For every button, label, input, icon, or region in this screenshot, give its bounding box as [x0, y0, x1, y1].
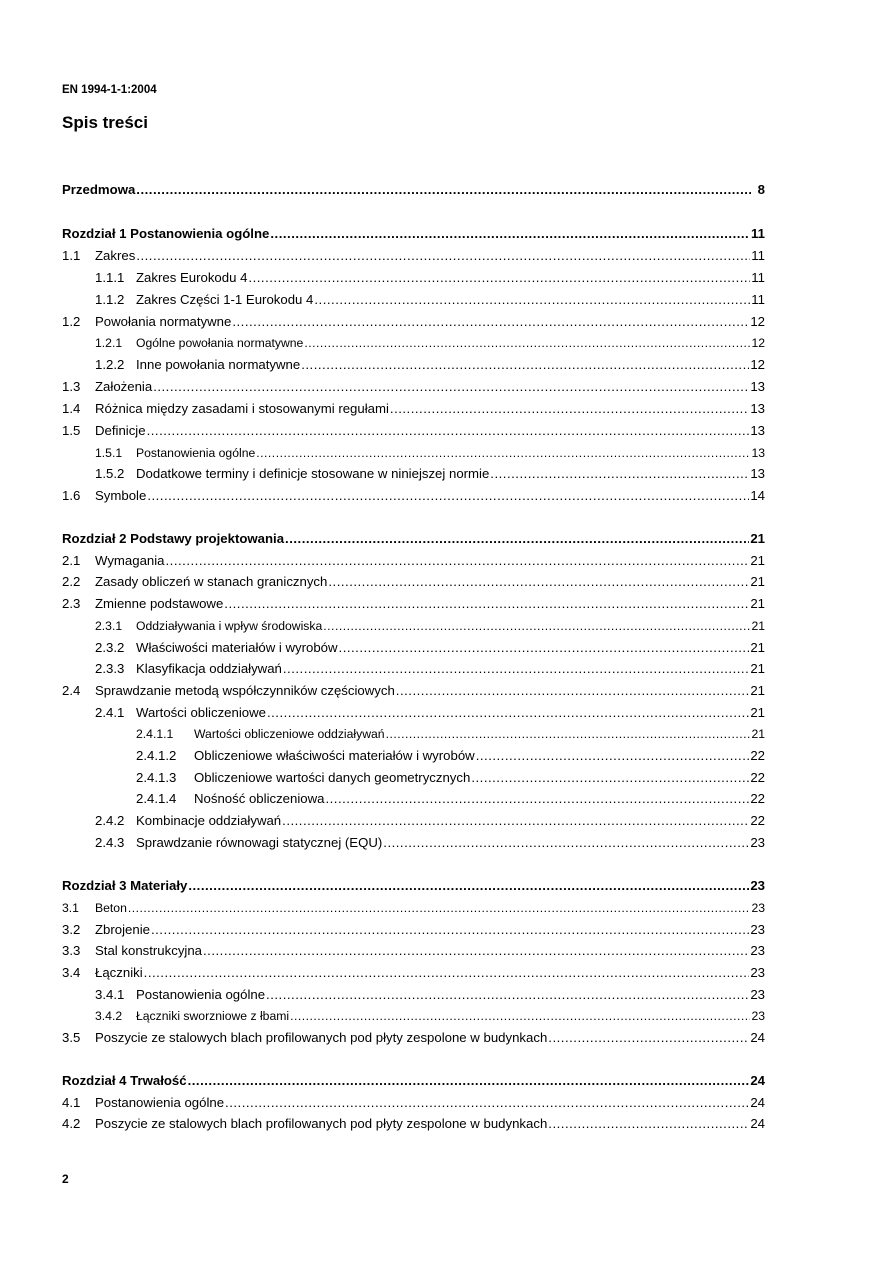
toc-entry-page: 21 [750, 705, 765, 720]
toc-entry[interactable] [62, 441, 765, 461]
toc-entry-title: Stal konstrukcyjna [95, 943, 203, 958]
toc-entry-number: 1.2.2 [95, 357, 125, 372]
toc-entry-page: 21 [750, 531, 765, 546]
toc-entry-page: 11 [751, 270, 765, 285]
toc-entry-number: 2.3.1 [95, 619, 123, 633]
toc-entry-title: Łączniki [95, 965, 143, 980]
toc-entry-title: Zakres [95, 248, 136, 263]
toc-entry-number: 1.2 [62, 314, 81, 329]
toc-entry-title: Obliczeniowe wartości danych geometrycznych [194, 770, 471, 785]
toc-entry[interactable] [62, 266, 765, 286]
toc-entry-number: 2.4.2 [95, 813, 125, 828]
toc-entry-title: Klasyfikacja oddziaływań [136, 661, 282, 676]
toc-entry-number: 1.6 [62, 488, 81, 503]
toc-entry-title: Kombinacje oddziaływań [136, 813, 282, 828]
dot-leader [166, 553, 750, 569]
dot-leader [301, 357, 749, 373]
toc-entry[interactable] [62, 766, 765, 786]
dot-leader [383, 835, 749, 851]
toc-entry-page: 13 [750, 379, 765, 394]
toc-entry-title: Definicje [95, 423, 146, 438]
toc-entry-page: 23 [750, 878, 765, 893]
toc-entry-title: Wartości obliczeniowe oddziaływań [194, 727, 385, 741]
dot-leader [323, 618, 750, 634]
document-code: EN 1994-1-1:2004 [62, 84, 157, 96]
dot-leader [390, 401, 749, 417]
dot-leader [256, 445, 750, 461]
toc-entry-page: 21 [750, 596, 765, 611]
toc-entry-number: 1.4 [62, 401, 81, 416]
dot-leader [188, 1073, 750, 1089]
toc-entry[interactable] [62, 614, 765, 634]
toc-entry-page: 24 [750, 1073, 765, 1088]
toc-entry-title: Sprawdzanie metodą współczynników częściowych [95, 683, 395, 698]
toc-entry-page: 12 [750, 314, 765, 329]
toc-entry-number: 1.5 [62, 423, 81, 438]
dot-leader [304, 335, 750, 351]
toc-entry[interactable] [62, 1112, 765, 1132]
dot-leader [153, 379, 749, 395]
dot-leader [548, 1116, 749, 1132]
toc-entry-page: 23 [750, 965, 765, 980]
toc-entry-page: 13 [750, 423, 765, 438]
toc-entry-page: 12 [751, 336, 765, 350]
toc-entry-title: Przedmowa [62, 182, 136, 197]
dot-leader [136, 248, 750, 264]
toc-entry-number: 2.4.1.3 [136, 770, 177, 785]
toc-entry-number: 2.4.1.4 [136, 791, 177, 806]
toc-entry-title: Powołania normatywne [95, 314, 232, 329]
toc-entry[interactable] [62, 831, 765, 851]
toc-entry-title: Założenia [95, 379, 153, 394]
toc-entry-title: Beton [95, 901, 127, 915]
toc-entry-page: 23 [751, 901, 765, 915]
toc-entry-number: 3.1 [62, 901, 79, 915]
toc-entry-title: Łączniki sworzniowe z łbami [136, 1009, 290, 1023]
toc-entry-title: Inne powołania normatywne [136, 357, 301, 372]
dot-leader [128, 900, 751, 916]
toc-entry-title: Nośność obliczeniowa [194, 791, 325, 806]
toc-entry-page: 21 [750, 640, 765, 655]
toc-entry-title: Postanowienia ogólne [136, 446, 256, 460]
toc-entry-title: Zmienne podstawowe [95, 596, 224, 611]
toc-entry-title: Oddziaływania i wpływ środowiska [136, 619, 323, 633]
toc-entry-title: Postanowienia ogólne [95, 1095, 225, 1110]
toc-entry[interactable] [62, 636, 765, 656]
toc-entry-page: 23 [750, 987, 765, 1002]
dot-leader [266, 987, 749, 1003]
dot-leader [290, 1008, 750, 1024]
toc-entry-page: 21 [750, 574, 765, 589]
toc-entry-title: Zasady obliczeń w stanach granicznych [95, 574, 328, 589]
page-number: 2 [62, 1172, 69, 1186]
toc-chapter[interactable] [62, 222, 765, 242]
page-title: Spis treści [62, 113, 148, 132]
toc-entry-number: 3.2 [62, 922, 81, 937]
table-of-contents [62, 0, 765, 1263]
toc-entry-number: 2.4.3 [95, 835, 125, 850]
toc-entry-number: 1.1.2 [95, 292, 125, 307]
toc-entry-number: 2.3.2 [95, 640, 125, 655]
toc-entry-number: 2.1 [62, 553, 81, 568]
dot-leader [225, 1095, 749, 1111]
toc-entry[interactable] [62, 484, 765, 504]
toc-entry-page: 22 [750, 813, 765, 828]
toc-entry-number: 3.4 [62, 965, 81, 980]
toc-entry[interactable] [62, 462, 765, 482]
toc-entry-number: 2.4.1.2 [136, 748, 177, 763]
toc-entry-page: 24 [750, 1095, 765, 1110]
dot-leader [386, 726, 751, 742]
toc-entry-page: 13 [750, 401, 765, 416]
toc-entry-title: Postanowienia ogólne [136, 987, 266, 1002]
toc-entry-number: 2.3.3 [95, 661, 125, 676]
toc-entry-title: Wymagania [95, 553, 165, 568]
dot-leader [224, 596, 749, 612]
dot-leader [203, 943, 749, 959]
toc-entry-title: Ogólne powołania normatywne [136, 336, 304, 350]
toc-entry-page: 24 [750, 1116, 765, 1131]
dot-leader [248, 270, 750, 286]
dot-leader [232, 314, 749, 330]
toc-entry-page: 12 [750, 357, 765, 372]
toc-entry-number: 2.4.1 [95, 705, 125, 720]
toc-chapter[interactable] [62, 178, 765, 198]
toc-entry-page: 13 [750, 466, 765, 481]
toc-entry-page: 11 [751, 248, 765, 263]
toc-entry-page: 23 [751, 1009, 765, 1023]
toc-entry-number: 3.3 [62, 943, 81, 958]
toc-entry[interactable] [62, 244, 765, 264]
toc-entry-number: 2.2 [62, 574, 81, 589]
toc-entry-title: Obliczeniowe właściwości materiałów i wyrobów [194, 748, 475, 763]
toc-entry[interactable] [62, 419, 765, 439]
toc-entry[interactable] [62, 939, 765, 959]
toc-entry-page: 24 [750, 1030, 765, 1045]
toc-entry-title: Sprawdzanie równowagi statycznej (EQU) [136, 835, 383, 850]
dot-leader [144, 965, 750, 981]
toc-entry[interactable] [62, 353, 765, 373]
toc-entry-title: Rozdział 4 Trwałość [62, 1073, 187, 1088]
toc-entry-page: 21 [750, 553, 765, 568]
toc-entry-page: 21 [750, 683, 765, 698]
toc-entry[interactable] [62, 657, 765, 677]
toc-entry[interactable] [62, 331, 765, 351]
toc-entry-page: 22 [750, 748, 765, 763]
toc-entry-number: 3.5 [62, 1030, 81, 1045]
toc-entry-page: 23 [750, 835, 765, 850]
toc-entry-number: 4.2 [62, 1116, 81, 1131]
dot-leader [314, 292, 750, 308]
toc-entry[interactable] [62, 310, 765, 330]
toc-entry-title: Zakres Części 1-1 Eurokodu 4 [136, 292, 314, 307]
toc-entry[interactable] [62, 896, 765, 916]
toc-entry-number: 4.1 [62, 1095, 81, 1110]
toc-entry-title: Rozdział 1 Postanowienia ogólne [62, 226, 270, 241]
toc-entry-title: Właściwości materiałów i wyrobów [136, 640, 338, 655]
dot-leader [147, 423, 750, 439]
toc-entry-title: Zbrojenie [95, 922, 150, 937]
dot-leader [471, 770, 749, 786]
toc-entry-page: 14 [750, 488, 765, 503]
dot-leader [136, 182, 750, 198]
dot-leader [283, 661, 749, 677]
toc-entry[interactable] [62, 679, 765, 699]
dot-leader [490, 466, 749, 482]
dot-leader [339, 640, 750, 656]
toc-entry-page: 11 [751, 226, 765, 241]
dot-leader [267, 705, 749, 721]
dot-leader [285, 531, 749, 547]
dot-leader [151, 922, 749, 938]
toc-entry-title: Wartości obliczeniowe [136, 705, 266, 720]
toc-entry-page: 23 [750, 943, 765, 958]
toc-entry-page: 23 [750, 922, 765, 937]
dot-leader [396, 683, 750, 699]
toc-entry-number: 1.5.1 [95, 446, 123, 460]
dot-leader [188, 878, 749, 894]
toc-entry-number: 2.4.1.1 [136, 727, 174, 741]
dot-leader [328, 574, 749, 590]
toc-entry[interactable] [62, 1004, 765, 1024]
toc-entry[interactable] [62, 787, 765, 807]
toc-entry-number: 1.1 [62, 248, 81, 263]
toc-entry[interactable] [62, 744, 765, 764]
toc-entry[interactable] [62, 288, 765, 308]
toc-entry-title: Rozdział 3 Materiały [62, 878, 188, 893]
toc-entry-title: Symbole [95, 488, 147, 503]
dot-leader [476, 748, 750, 764]
toc-entry[interactable] [62, 809, 765, 829]
dot-leader [147, 488, 749, 504]
toc-entry-title: Zakres Eurokodu 4 [136, 270, 248, 285]
toc-entry-page: 13 [751, 446, 765, 460]
toc-entry-number: 1.5.2 [95, 466, 125, 481]
toc-chapter[interactable] [62, 1069, 765, 1089]
toc-entry-number: 1.1.1 [95, 270, 125, 285]
toc-entry-number: 1.2.1 [95, 336, 123, 350]
toc-entry-page: 8 [757, 182, 765, 197]
toc-entry[interactable] [62, 1026, 765, 1046]
toc-chapter[interactable] [62, 527, 765, 547]
toc-entry-page: 22 [750, 770, 765, 785]
toc-entry[interactable] [62, 375, 765, 395]
toc-entry-page: 11 [751, 292, 765, 307]
toc-entry-number: 3.4.1 [95, 987, 125, 1002]
toc-entry[interactable] [62, 397, 765, 417]
dot-leader [325, 791, 749, 807]
toc-entry-title: Rozdział 2 Podstawy projektowania [62, 531, 285, 546]
toc-entry-page: 22 [750, 791, 765, 806]
dot-leader [548, 1030, 749, 1046]
dot-leader [282, 813, 749, 829]
toc-entry-title: Poszycie ze stalowych blach profilowanych pod płyty zespolone w budynkach [95, 1030, 548, 1045]
toc-entry-page: 21 [751, 727, 765, 741]
toc-entry-number: 3.4.2 [95, 1009, 123, 1023]
toc-entry[interactable] [62, 961, 765, 981]
toc-entry-title: Dodatkowe terminy i definicje stosowane w niniejszej normie [136, 466, 490, 481]
toc-chapter[interactable] [62, 874, 765, 894]
toc-entry-title: Poszycie ze stalowych blach profilowanych pod płyty zespolone w budynkach [95, 1116, 548, 1131]
toc-entry-number: 2.4 [62, 683, 81, 698]
toc-entry[interactable] [62, 1091, 765, 1111]
toc-entry[interactable] [62, 592, 765, 612]
toc-entry-page: 21 [750, 661, 765, 676]
dot-leader [270, 226, 750, 242]
toc-entry-title: Różnica między zasadami i stosowanymi regułami [95, 401, 389, 416]
toc-entry-number: 1.3 [62, 379, 81, 394]
toc-entry[interactable] [62, 983, 765, 1003]
toc-entry[interactable] [62, 570, 765, 590]
toc-entry-page: 21 [751, 619, 765, 633]
toc-entry[interactable] [62, 701, 765, 721]
toc-entry[interactable] [62, 549, 765, 569]
toc-entry[interactable] [62, 722, 765, 742]
toc-entry[interactable] [62, 918, 765, 938]
toc-entry-number: 2.3 [62, 596, 81, 611]
